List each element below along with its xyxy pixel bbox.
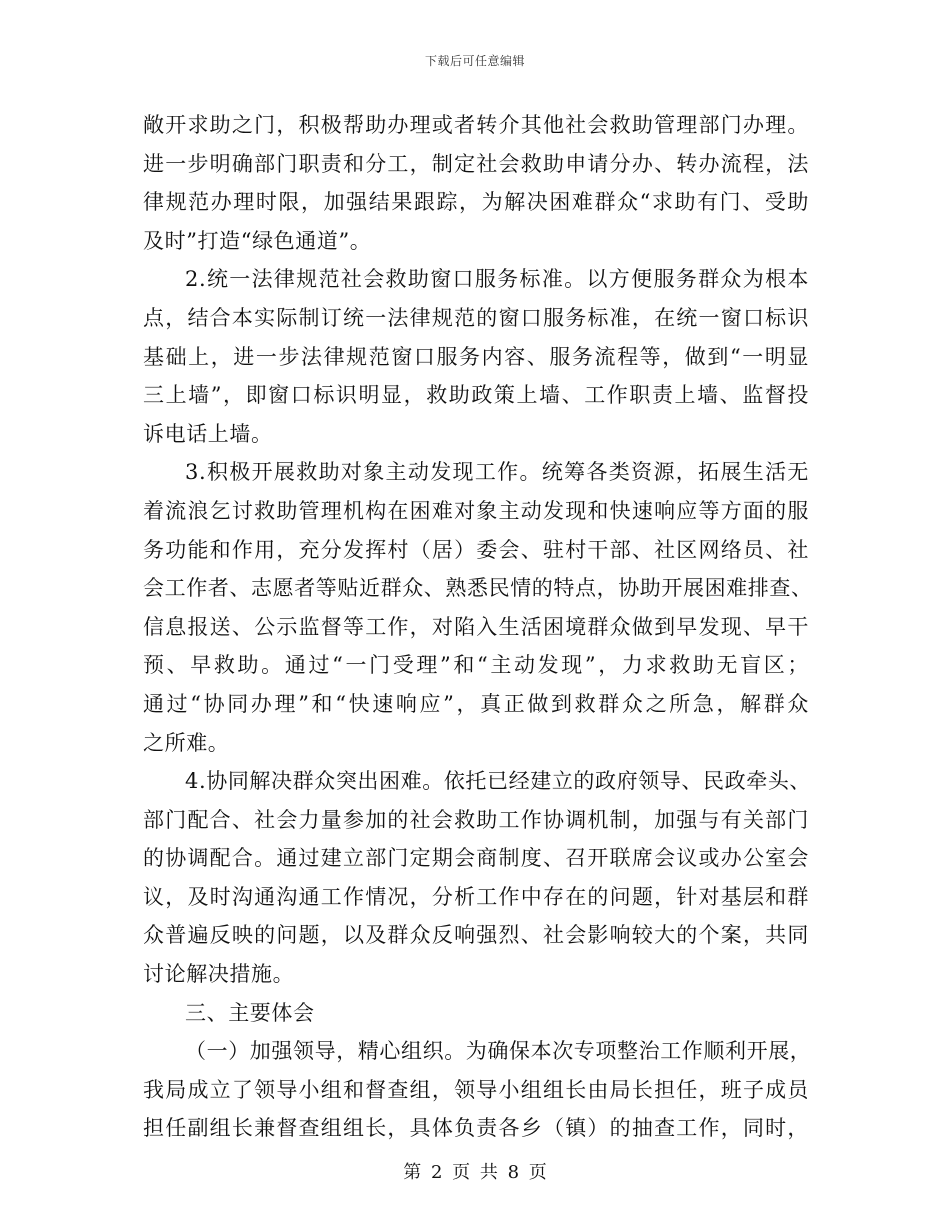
text-line: 三、主要体会: [185, 1000, 315, 1025]
text-line: 2.统一法律规范社会救助窗口服务标准。以方便服务群众为根本: [185, 267, 809, 292]
text-line: 着流浪乞讨救助管理机构在困难对象主动发现和快速响应等方面的服: [143, 498, 809, 523]
text-line: 敞开求助之门，积极帮助办理或者转介其他社会救助管理部门办理。: [143, 113, 809, 137]
text-line: 讨论解决措施。: [143, 962, 295, 987]
text-line: （一）加强领导，精心组织。为确保本次专项整治工作顺利开展，: [185, 1039, 812, 1064]
text-line: 预、早救助。通过“一门受理”和“主动发现”，力求救助无盲区；: [143, 653, 809, 678]
text-line: 诉电话上墙。: [143, 421, 273, 446]
text-line: 我局成立了领导小组和督查组，领导小组组长由局长担任，班子成员: [143, 1077, 809, 1102]
text-line: 三上墙”，即窗口标识明显，救助政策上墙、工作职责上墙、监督投: [143, 383, 809, 408]
text-line: 之所难。: [143, 730, 230, 755]
text-line: 点，结合本实际制订统一法律规范的窗口服务标准，在统一窗口标识: [143, 305, 809, 330]
text-line: 务功能和作用，充分发挥村（居）委会、驻村干部、社区网络员、社: [143, 537, 809, 562]
text-line: 4.协同解决群众突出困难。依托已经建立的政府领导、民政牵头、: [185, 769, 812, 794]
text-line: 3.积极开展救助对象主动发现工作。统筹各类资源，拓展生活无: [185, 460, 809, 485]
text-line: 担任副组长兼督查组组长，具体负责各乡（镇）的抽查工作，同时，: [143, 1116, 809, 1141]
text-line: 部门配合、社会力量参加的社会救助工作协调机制，加强与有关部门: [143, 807, 809, 832]
text-line: 基础上，进一步法律规范窗口服务内容、服务流程等，做到“一明显: [143, 344, 809, 369]
page-header: 下载后可任意编辑: [424, 54, 525, 68]
text-line: 律规范办理时限，加强结果跟踪，为解决困难群众“求助有门、受助: [143, 190, 809, 215]
page-number-footer: 第 2 页 共 8 页: [403, 1162, 547, 1183]
text-line: 的协调配合。通过建立部门定期会商制度、召开联席会议或办公室会: [143, 846, 809, 871]
text-line: 通过“协同办理”和“快速响应”，真正做到救群众之所急，解群众: [143, 691, 809, 716]
text-line: 及时”打造“绿色通道”。: [143, 228, 372, 253]
text-line: 进一步明确部门职责和分工，制定社会救助申请分办、转办流程，法: [143, 151, 809, 176]
document-body: [143, 106, 813, 1148]
text-line: 众普遍反映的问题，以及群众反响强烈、社会影响较大的个案，共同: [143, 923, 809, 948]
text-line: 会工作者、志愿者等贴近群众、熟悉民情的特点，协助开展困难排查、: [143, 576, 813, 601]
text-line: 信息报送、公示监督等工作，对陷入生活困境群众做到早发现、早干: [143, 614, 809, 639]
text-line: 议，及时沟通沟通工作情况，分析工作中存在的问题，针对基层和群: [143, 884, 809, 909]
